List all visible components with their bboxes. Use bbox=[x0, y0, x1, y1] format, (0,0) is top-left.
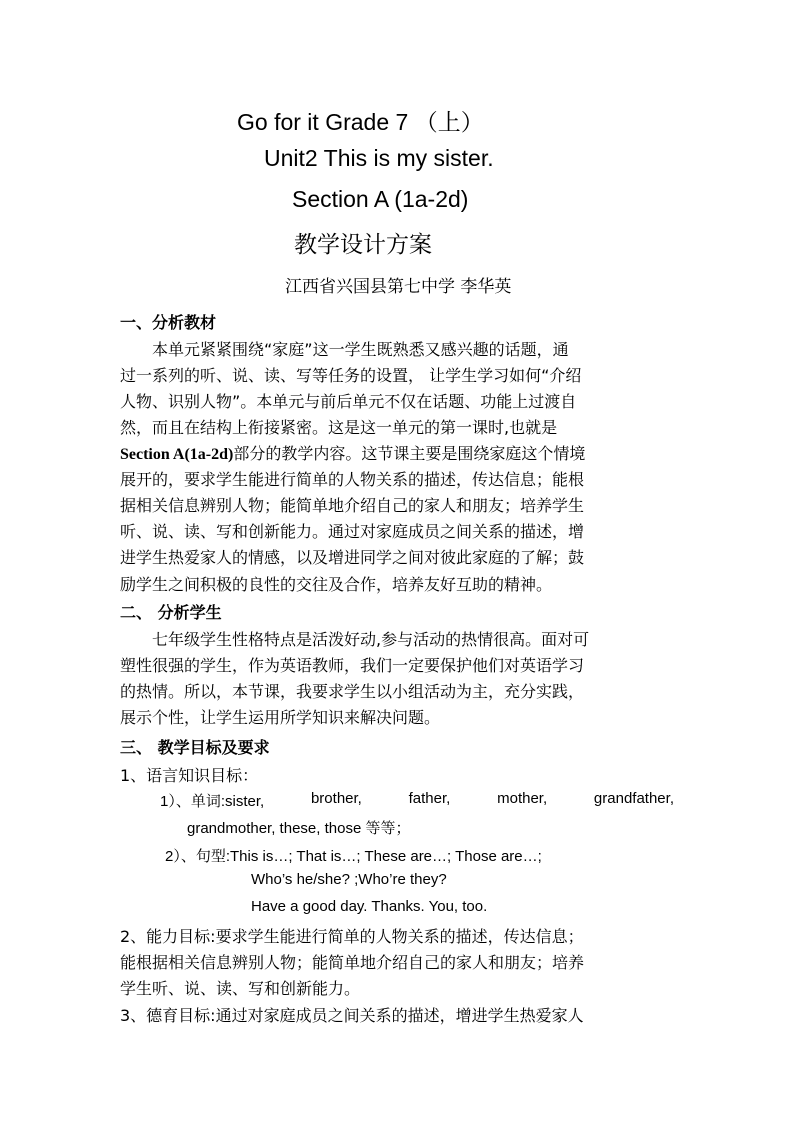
moral-goal-line: 3、德育目标:通过对家庭成员之间关系的描述，增进学生热爱家人 bbox=[120, 1006, 584, 1025]
sentence-pattern-line-3: Have a good day. Thanks. You, too. bbox=[251, 898, 488, 915]
section-2-line: 塑性很强的学生，作为英语教师，我们一定要保护他们对英语学习 bbox=[120, 656, 585, 675]
vocabulary-label: 1）、单词:sister, bbox=[160, 793, 265, 810]
ability-goal-line: 能根据相关信息辨别人物；能简单地介绍自己的家人和朋友；培养 bbox=[120, 953, 585, 972]
section-1-line: 进学生热爱家人的情感，以及增进同学之间对彼此家庭的了解；鼓 bbox=[120, 548, 585, 567]
vocabulary-line-2: grandmother, these, those 等等； bbox=[187, 820, 411, 837]
vocabulary-word: brother, bbox=[310, 790, 362, 807]
section-2-heading: 二、 分析学生 bbox=[120, 603, 222, 622]
title-line-4: 教学设计方案 bbox=[294, 232, 432, 258]
title-line-1: Go for it Grade 7 （上） bbox=[237, 109, 484, 135]
vocabulary-word: mother, bbox=[497, 790, 548, 807]
section-2-line: 七年级学生性格特点是活泼好动,参与活动的热情很高。面对可 bbox=[152, 630, 590, 649]
author-line: 江西省兴国县第七中学 李华英 bbox=[285, 277, 512, 297]
vocabulary-line-1 bbox=[160, 790, 674, 811]
title-line-2: Unit2 This is my sister. bbox=[264, 145, 494, 171]
sentence-pattern-line-1: 2）、句型:This is…; That is…; These are…; Those are…; bbox=[165, 848, 542, 865]
section-1-line: 然，而且在结构上衔接紧密。这是这一单元的第一课时,也就是 bbox=[120, 418, 558, 437]
ability-goal-line: 学生听、说、读、写和创新能力。 bbox=[120, 979, 361, 998]
section-2-line: 的热情。所以，本节课，我要求学生以小组活动为主，充分实践， bbox=[120, 682, 585, 701]
section-1-line: 本单元紧紧围绕“家庭”这一学生既熟悉又感兴趣的话题，通 bbox=[152, 340, 569, 359]
ability-goal-line: 2、能力目标:要求学生能进行简单的人物关系的描述，传达信息； bbox=[120, 927, 584, 946]
vocabulary-word: father, bbox=[408, 790, 451, 807]
title-line-3: Section A (1a-2d) bbox=[292, 186, 469, 212]
sentence-pattern-line-2: Who’s he/she? ;Who’re they? bbox=[251, 871, 447, 888]
section-1-line: 励学生之间积极的良性的交往及合作，培养友好互助的精神。 bbox=[120, 575, 553, 594]
section-reference: Section A(1a-2d) bbox=[120, 446, 234, 463]
section-1-line: 过一系列的听、说、读、写等任务的设置， 让学生学习如何“介绍 bbox=[120, 366, 582, 385]
language-knowledge-goal: 1、语言知识目标： bbox=[120, 766, 259, 785]
section-1-line: 听、说、读、写和创新能力。通过对家庭成员之间关系的描述，增 bbox=[120, 522, 585, 541]
vocabulary-word: grandfather, bbox=[593, 790, 674, 807]
section-1-line: 据相关信息辨别人物；能简单地介绍自己的家人和朋友；培养学生 bbox=[120, 496, 585, 515]
section-1-line: 展开的，要求学生能进行简单的人物关系的描述，传达信息；能根 bbox=[120, 470, 585, 489]
section-1-heading: 一、分析教材 bbox=[120, 313, 217, 332]
section-1-line-text: 部分的教学内容。这节课主要是围绕家庭这个情境 bbox=[233, 444, 586, 463]
section-3-heading: 三、 教学目标及要求 bbox=[120, 738, 270, 757]
section-1-line: 人物、识别人物”。本单元与前后单元不仅在话题、功能上过渡自 bbox=[120, 392, 577, 411]
section-1-line bbox=[120, 441, 585, 464]
section-2-line: 展示个性，让学生运用所学知识来解决问题。 bbox=[120, 708, 441, 727]
